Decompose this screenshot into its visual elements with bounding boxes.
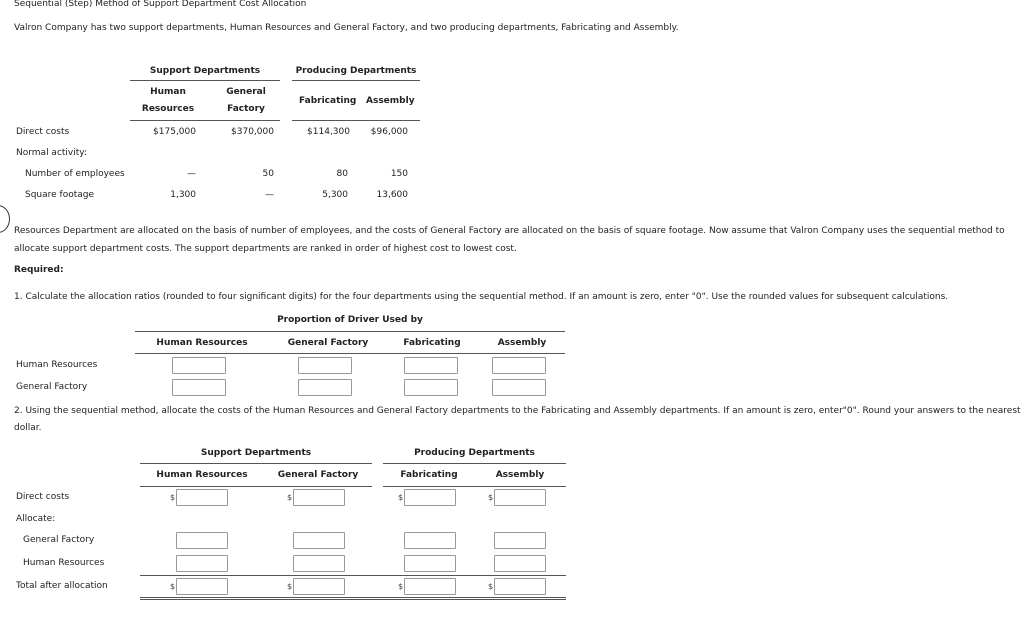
alloc-gf-gf-input[interactable] <box>293 532 345 549</box>
question-2-line-1: 2. Using the sequential method, allocate the costs of the Human Resources and General Factory departments to the Fabricating and Assembly departments. If an amount is zero, enter"0". Round your answers to the nearest <box>14 406 1021 416</box>
ratio-row-hr: Human Resources <box>16 360 98 370</box>
ratio-col-gf: General Factory <box>287 338 369 348</box>
alloc-row-allocate: Allocate: <box>16 514 56 524</box>
alloc-hr-asm-input[interactable] <box>494 555 546 572</box>
ratio-hr-gf-input[interactable] <box>298 357 352 374</box>
ratio-gf-asm-input[interactable] <box>492 379 546 396</box>
col-gf-line2: Factory <box>227 104 265 114</box>
alloc-col-gf: General Factory <box>277 470 359 480</box>
row-normal-activity: Normal activity: <box>16 148 87 158</box>
paragraph-line-1: Resources Department are allocated on the basis of number of employees, and the costs of General Factory are allocated on the basis of square footage. Now assume that Valron Company uses the sequential method to <box>14 226 1005 236</box>
alloc-hr-fab-input[interactable] <box>404 555 456 572</box>
page-title: Sequential (Step) Method of Support Department Cost Allocation <box>14 0 307 9</box>
asm-square-footage: 13,600 <box>376 190 408 200</box>
total-asm-input[interactable] <box>494 578 546 595</box>
dollar-sign: $ <box>398 582 404 591</box>
dollar-sign: $ <box>398 493 404 502</box>
row-number-of-employees: Number of employees <box>25 169 125 179</box>
alloc-col-hr: Human Resources <box>156 470 248 480</box>
ratio-col-asm: Assembly <box>497 338 547 348</box>
alloc-row-human-resources: Human Resources <box>23 558 105 568</box>
question-1: 1. Calculate the allocation ratios (rounded to four significant digits) for the four departments using the sequential method. If an amount is zero, enter "0". Use the rounded values for subsequent calculations. <box>14 292 949 302</box>
section-divider-arc <box>0 205 10 233</box>
direct-hr-input[interactable] <box>176 489 228 506</box>
alloc-hr-gf-input[interactable] <box>293 555 345 572</box>
alloc-producing-header: Producing Departments <box>414 448 535 458</box>
dollar-sign: $ <box>287 582 293 591</box>
gf-direct-cost: $370,000 <box>231 127 274 137</box>
alloc-gf-asm-input[interactable] <box>494 532 546 549</box>
alloc-hr-hr-input[interactable] <box>176 555 228 572</box>
fab-direct-cost: $114,300 <box>307 127 350 137</box>
ratio-hr-fab-input[interactable] <box>404 357 458 374</box>
gf-square-footage: — <box>265 190 274 200</box>
ratio-table-title: Proportion of Driver Used by <box>277 315 423 325</box>
ratio-gf-fab-input[interactable] <box>404 379 458 396</box>
fab-employees: 80 <box>336 169 348 179</box>
total-fab-input[interactable] <box>404 578 456 595</box>
alloc-row-direct-costs: Direct costs <box>16 492 70 502</box>
alloc-gf-fab-input[interactable] <box>404 532 456 549</box>
total-hr-input[interactable] <box>176 578 228 595</box>
direct-asm-input[interactable] <box>494 489 546 506</box>
dollar-sign: $ <box>170 493 176 502</box>
gf-employees: 50 <box>262 169 274 179</box>
asm-direct-cost: $96,000 <box>370 127 408 137</box>
producing-departments-header: Producing Departments <box>295 66 417 76</box>
intro-text: Valron Company has two support departments, Human Resources and General Factory, and two producing departments, Fabricating and Assembly. <box>14 23 679 33</box>
ratio-hr-hr-input[interactable] <box>172 357 226 374</box>
fab-square-footage: 5,300 <box>322 190 348 200</box>
col-hr-line2: Resources <box>141 104 195 114</box>
ratio-col-hr: Human Resources <box>156 338 248 348</box>
col-assembly: Assembly <box>366 96 415 106</box>
alloc-col-fab: Fabricating <box>400 470 458 480</box>
total-gf-input[interactable] <box>293 578 345 595</box>
ratio-gf-gf-input[interactable] <box>298 379 352 396</box>
alloc-gf-hr-input[interactable] <box>176 532 228 549</box>
col-fabricating: Fabricating <box>299 96 357 106</box>
ratio-gf-hr-input[interactable] <box>172 379 226 396</box>
dollar-sign: $ <box>170 582 176 591</box>
alloc-support-header: Support Departments <box>200 448 312 458</box>
dollar-sign: $ <box>488 582 494 591</box>
dollar-sign: $ <box>287 493 293 502</box>
alloc-col-asm: Assembly <box>495 470 545 480</box>
hr-employees: — <box>187 169 196 179</box>
row-square-footage: Square footage <box>25 190 95 200</box>
hr-square-footage: 1,300 <box>170 190 196 200</box>
direct-gf-input[interactable] <box>293 489 345 506</box>
hr-direct-cost: $175,000 <box>153 127 196 137</box>
ratio-hr-asm-input[interactable] <box>492 357 546 374</box>
ratio-col-fab: Fabricating <box>403 338 461 348</box>
col-gf-line1: General <box>226 87 266 97</box>
support-departments-header: Support Departments <box>149 66 261 76</box>
question-2-line-2: dollar. <box>14 423 42 433</box>
col-hr-line1: Human <box>150 87 186 97</box>
direct-fab-input[interactable] <box>404 489 456 506</box>
alloc-row-total: Total after allocation <box>16 581 108 591</box>
paragraph-line-2: allocate support department costs. The support departments are ranked in order of highest cost to lowest cost. <box>14 244 517 254</box>
required-label: Required: <box>14 265 64 275</box>
row-direct-costs: Direct costs <box>16 127 70 137</box>
alloc-row-general-factory: General Factory <box>23 535 95 545</box>
ratio-row-gf: General Factory <box>16 382 88 392</box>
asm-employees: 150 <box>390 169 408 179</box>
dollar-sign: $ <box>488 493 494 502</box>
